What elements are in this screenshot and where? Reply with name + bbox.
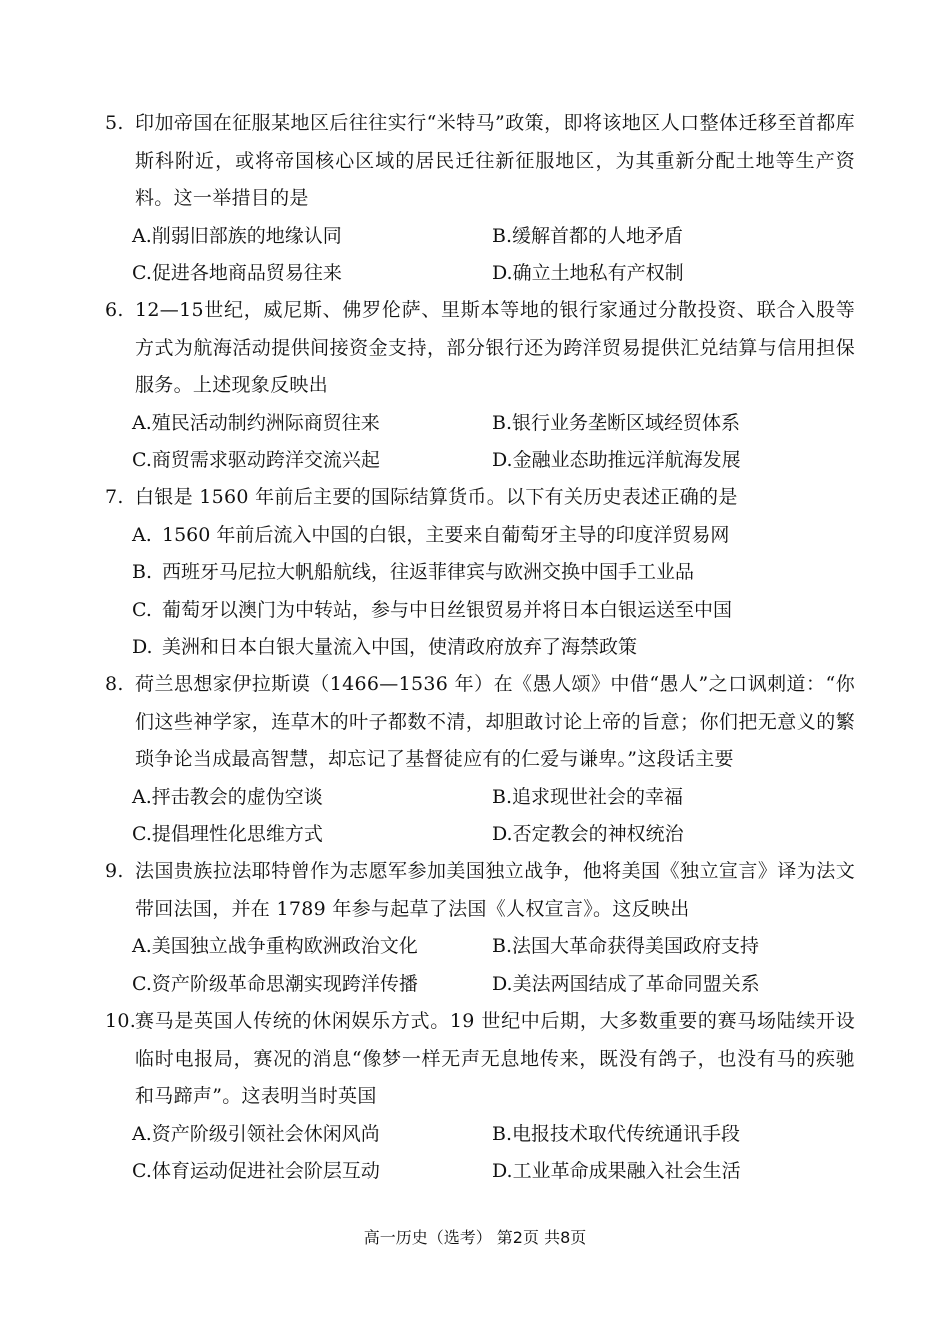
option-letter: A. <box>132 935 152 957</box>
option-d <box>492 442 852 480</box>
question-stem <box>105 853 855 928</box>
question-text: 赛马是英国人传统的休闲娱乐方式。19 世纪中后期，大多数重要的赛马场陆续开设临时电报局，赛况的消息“像梦一样无声无息地传来，既没有鸽子，也没有马的疾驰和马蹄声”。这表明当时英国 <box>135 1010 855 1107</box>
question-number: 8. <box>105 673 124 695</box>
option-text: 商贸需求驱动跨洋交流兴起 <box>151 449 380 471</box>
option-a <box>132 405 492 443</box>
question-number: 6. <box>105 299 124 321</box>
option-d <box>492 255 852 293</box>
option-letter: B. <box>132 561 153 583</box>
option-text: 法国大革命获得美国政府支持 <box>512 935 760 957</box>
option-a <box>132 928 492 966</box>
option-b <box>492 405 852 443</box>
option-c <box>132 966 492 1004</box>
option-text: 资产阶级引领社会休闲风尚 <box>151 1122 380 1145</box>
option-text: 确立土地私有产权制 <box>512 262 684 284</box>
question-text: 法国贵族拉法耶特曾作为志愿军参加美国独立战争，他将美国《独立宣言》译为法文带回法国，并在 1789 年参与起草了法国《人权宣言》。这反映出 <box>135 860 855 920</box>
option-b <box>132 554 855 592</box>
question-7 <box>105 479 855 667</box>
page-footer: 高一历史（选考） 第2页 共8页 <box>363 1228 587 1247</box>
question-stem <box>105 105 855 218</box>
option-letter: D. <box>132 636 153 658</box>
option-text: 工业革命成果融入社会生活 <box>512 1160 741 1182</box>
option-text: 缓解首都的人地矛盾 <box>512 224 684 247</box>
answer-options <box>105 1116 855 1191</box>
question-text: 12—15世纪，威尼斯、佛罗伦萨、里斯本等地的银行家通过分散投资、联合入股等方式为航海活动提供间接资金支持，部分银行还为跨洋贸易提供汇兑结算与信用担保服务。上述现象反映出 <box>135 299 855 396</box>
option-letter: A. <box>132 523 152 546</box>
option-b <box>492 1116 852 1154</box>
option-letter: A. <box>132 1122 152 1145</box>
option-text: 西班牙马尼拉大帆船航线，往返菲律宾与欧洲交换中国手工业品 <box>162 561 695 583</box>
question-number: 7. <box>105 486 124 508</box>
answer-options <box>105 928 855 1003</box>
option-letter: B. <box>492 785 513 808</box>
option-letter: C. <box>132 1160 152 1182</box>
question-stem <box>105 1003 855 1116</box>
option-text: 金融业态助推远洋航海发展 <box>512 449 741 471</box>
option-text: 美洲和日本白银大量流入中国，使清政府放弃了海禁政策 <box>162 636 638 658</box>
option-a <box>132 1116 492 1154</box>
option-letter: D. <box>492 449 513 471</box>
question-stem <box>105 666 855 779</box>
option-text: 电报技术取代传统通讯手段 <box>512 1122 741 1145</box>
option-text: 否定教会的神权统治 <box>512 823 684 845</box>
option-b <box>492 928 852 966</box>
option-a <box>132 218 492 256</box>
option-letter: C. <box>132 598 152 621</box>
option-letter: B. <box>492 224 513 247</box>
option-text: 1560 年前后流入中国的白银，主要来自葡萄牙主导的印度洋贸易网 <box>162 523 730 546</box>
question-text: 荷兰思想家伊拉斯谟（1466—1536 年）在《愚人颂》中借“愚人”之口讽刺道：“你们这些神学家，连草木的叶子都数不清，却胆敢讨论上帝的旨意；你们把无意义的繁琐争论当成最高智慧，却忘记了基督徒应有的仁爱与谦卑。”这段话主要 <box>135 673 855 770</box>
question-number: 10. <box>105 1010 137 1032</box>
option-letter: C. <box>132 972 152 995</box>
option-d <box>492 1153 852 1191</box>
question-text: 白银是 1560 年前后主要的国际结算货币。以下有关历史表述正确的是 <box>135 486 738 508</box>
question-10 <box>105 1003 855 1191</box>
option-text: 葡萄牙以澳门为中转站，参与中日丝银贸易并将日本白银运送至中国 <box>162 598 733 621</box>
option-text: 美法两国结成了革命同盟关系 <box>512 972 760 995</box>
question-stem <box>105 479 855 517</box>
option-text: 抨击教会的虚伪空谈 <box>151 785 323 808</box>
option-text: 促进各地商品贸易往来 <box>151 262 342 284</box>
option-c <box>132 816 492 854</box>
option-text: 资产阶级革命思潮实现跨洋传播 <box>151 972 418 995</box>
option-letter: A. <box>132 411 152 434</box>
option-letter: D. <box>492 1160 513 1182</box>
option-letter: D. <box>492 823 513 845</box>
option-d <box>132 629 855 667</box>
option-letter: A. <box>132 785 152 808</box>
option-d <box>492 966 852 1004</box>
question-5 <box>105 105 855 293</box>
option-letter: D. <box>492 972 513 995</box>
question-8 <box>105 666 855 854</box>
option-c <box>132 592 855 630</box>
option-b <box>492 779 852 817</box>
option-text: 银行业务垄断区域经贸体系 <box>512 411 741 434</box>
answer-options <box>105 517 855 667</box>
question-number: 9. <box>105 860 124 882</box>
answer-options <box>105 405 855 480</box>
question-6 <box>105 292 855 480</box>
answer-options <box>105 779 855 854</box>
option-letter: B. <box>492 935 513 957</box>
option-letter: B. <box>492 1122 513 1145</box>
option-text: 体育运动促进社会阶层互动 <box>151 1160 380 1182</box>
question-9 <box>105 853 855 1003</box>
option-text: 殖民活动制约洲际商贸往来 <box>151 411 380 434</box>
option-text: 美国独立战争重构欧洲政治文化 <box>151 935 418 957</box>
option-c <box>132 442 492 480</box>
option-d <box>492 816 852 854</box>
option-letter: A. <box>132 224 152 247</box>
question-number: 5. <box>105 112 124 134</box>
option-letter: C. <box>132 823 152 845</box>
option-letter: C. <box>132 449 152 471</box>
question-text: 印加帝国在征服某地区后往往实行“米特马”政策，即将该地区人口整体迁移至首都库斯科附近，或将帝国核心区域的居民迁往新征服地区，为其重新分配土地等生产资料。这一举措目的是 <box>135 112 855 209</box>
option-b <box>492 218 852 256</box>
answer-options <box>105 218 855 293</box>
option-text: 追求现世社会的幸福 <box>512 785 684 808</box>
option-a <box>132 779 492 817</box>
option-c <box>132 255 492 293</box>
option-text: 削弱旧部族的地缘认同 <box>151 224 342 247</box>
option-a <box>132 517 855 555</box>
option-text: 提倡理性化思维方式 <box>151 823 323 845</box>
question-stem <box>105 292 855 405</box>
option-letter: B. <box>492 411 513 434</box>
option-c <box>132 1153 492 1191</box>
option-letter: C. <box>132 262 152 284</box>
option-letter: D. <box>492 262 513 284</box>
